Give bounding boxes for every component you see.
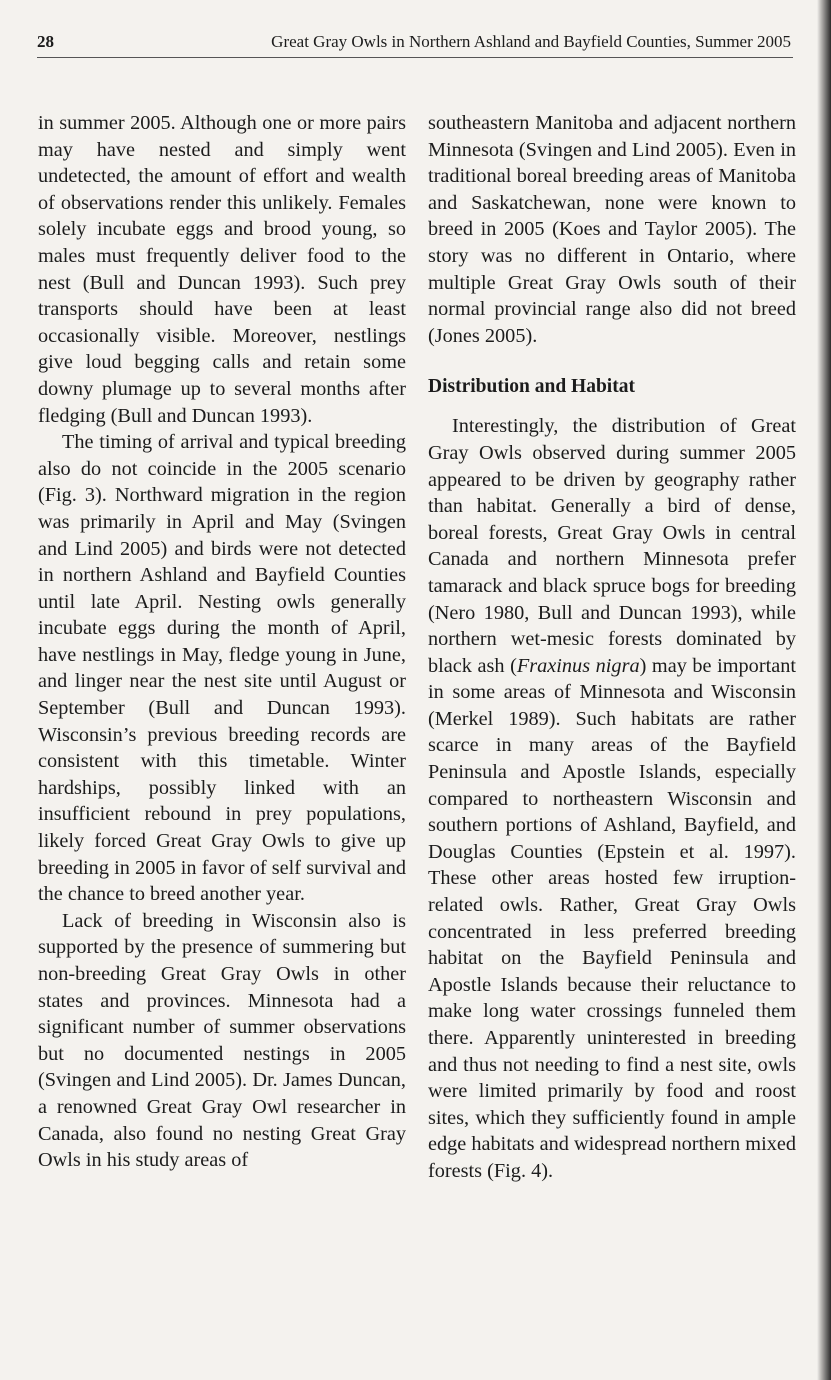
running-title: Great Gray Owls in Northern Ashland and Bayfield Counties, Summer 2005 (271, 32, 791, 51)
scientific-name: Fraxinus nigra (516, 654, 640, 677)
distribution-text-a: Interestingly, the distribution of Great Gray Owls observed during summer 2005 appeared to be driven by geography rather than habitat. Generally a bird of dense, boreal forests, Great Gray Owls in central Canada and northern Minnesota prefer tamarack and black spruce bogs for breeding (Nero 1980, Bull and Duncan 1993), while northern wet-mesic forests dominated by black ash ( (428, 415, 796, 677)
paragraph-distribution (428, 413, 796, 1184)
header-rule (37, 57, 793, 58)
right-column (428, 110, 796, 1185)
left-column (38, 110, 406, 1174)
page-number: 28 (37, 32, 54, 51)
paragraph-continued: in summer 2005. Although one or more pairs may have nested and simply went undetected, the amount of effort and wealth of observations render this unlikely. Females solely incubate eggs and brood young, so males must frequently deliver food to the nest (Bull and Duncan 1993). Such prey transports should have been at least occasionally visible. Moreover, nestlings give loud begging calls and retain some downy plumage up to several months after fledging (Bull and Duncan 1993). (38, 112, 406, 427)
page-edge-shadow (817, 0, 831, 1380)
section-heading: Distribution and Habitat (428, 376, 635, 398)
paragraph-manitoba: southeastern Manitoba and adjacent northern Minnesota (Svingen and Lind 2005). Even in traditional boreal breeding areas of Manitoba and Saskatchewan, none were known to breed in 2005 (Koes and Taylor 2005). The story was no different in Ontario, where multiple Great Gray Owls south of their normal provincial range also did not breed (Jones 2005). (428, 112, 796, 347)
paragraph-lack-of-breeding: Lack of breeding in Wisconsin also is supported by the presence of summering but non-breeding Great Gray Owls in other states and provinces. Minnesota had a significant number of summer observations but no documented nestings in 2005 (Svingen and Lind 2005). Dr. James Duncan, a renowned Great Gray Owl researcher in Canada, also found no nesting Great Gray Owls in his study areas of (38, 909, 406, 1172)
distribution-text-b: ) may be important in some areas of Minnesota and Wisconsin (Merkel 1989). Such habitats are rather scarce in many areas of the Bayfield Peninsula and Apostle Islands, especially compared to northeastern Wisconsin and southern portions of Ashland, Bayfield, and Douglas Counties (Epstein et al. 1997). These other areas hosted few irruption-related owls. Rather, Great Gray Owls concentrated in less preferred breeding habitat on the Bayfield Peninsula and Apostle Islands because their reluctance to make long water crossings funneled them there. Apparently uninterested in breeding and thus not needing to find a nest site, owls were limited primarily by food and roost sites, which they sufficiently found in ample edge habitats and widespread northern mixed forests (Fig. 4). (428, 654, 796, 1182)
paragraph-timing: The timing of arrival and typical breeding also do not coincide in the 2005 scenario (Fig. 3). Northward migration in the region was primarily in April and May (Svingen and Lind 2005) and birds were not detected in northern Ashland and Bayfield Counties until late April. Nesting owls generally incubate eggs during the month of April, have nestlings in May, fledge young in June, and linger near the nest site until August or September (Bull and Duncan 1993). Wisconsin’s previous breeding records are consistent with this timetable. Winter hardships, possibly linked with an insufficient rebound in prey populations, likely forced Great Gray Owls to give up breeding in 2005 in favor of self survival and the chance to breed another year. (38, 431, 406, 906)
